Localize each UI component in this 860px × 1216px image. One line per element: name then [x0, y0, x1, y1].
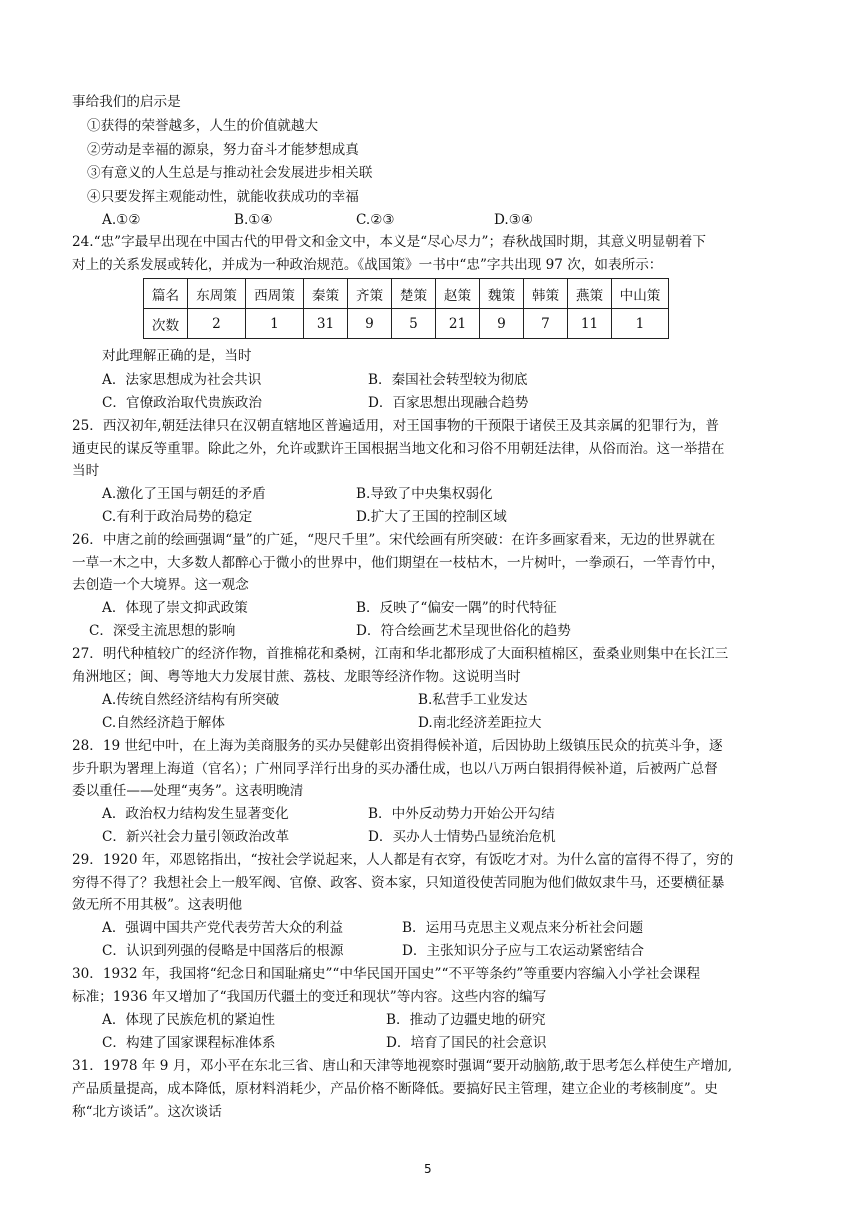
q27-option-d[interactable]: D.南北经济差距拉大	[418, 715, 542, 731]
q24-option-d[interactable]: D．百家思想出现融合趋势	[368, 395, 529, 411]
q24-table-cell: 5	[392, 309, 436, 339]
q27-stem-line-1: 27．明代种植较广的经济作物，首推棉花和桑树，江南和华北都形成了大面积植棉区，蚕桑业则集中在长江三	[72, 646, 729, 662]
q26-stem-line-1: 26．中唐之前的绘画强调“量”的广延，“咫尺千里”。宋代绘画有所突破：在许多画家看来，无边的世界就在	[72, 532, 716, 548]
q23-option-a[interactable]: A.①②	[102, 212, 141, 228]
q29-stem-line-3: 敛无所不用其极”。这表明他	[72, 897, 243, 913]
q28-option-d[interactable]: D．买办人士情势凸显统治危机	[368, 829, 556, 845]
q28-option-c[interactable]: C．新兴社会力量引领政治改革	[102, 829, 290, 845]
q24-table-cell: 21	[436, 309, 480, 339]
q26-option-c[interactable]: C．深受主流思想的影响	[89, 623, 236, 639]
q25-option-c[interactable]: C.有利于政治局势的稳定	[102, 509, 253, 525]
q26-stem-line-2: 一草一木之中，大多数人都醉心于微小的世界中，他们期望在一枝枯木，一片树叶，一拳顽石，一竿青竹中，	[72, 555, 725, 571]
q25-option-d[interactable]: D.扩大了王国的控制区域	[356, 509, 507, 525]
q30-stem-line-1: 30．1932 年，我国将“纪念日和国耻痛史”“中华民国开国史”“不平等条约”等重要内容编入小学社会课程	[72, 966, 701, 982]
q23-option-d[interactable]: D.③④	[494, 212, 534, 228]
q23-item-4: ④只要发挥主观能动性，就能收获成功的幸福	[87, 189, 359, 205]
q24-option-b[interactable]: B．秦国社会转型较为彻底	[368, 372, 528, 388]
q28-stem-line-1: 28．19 世纪中叶，在上海为美商服务的买办吴健彰出资捐得候补道，后因协助上级镇压民众的抗英斗争，逐	[72, 738, 723, 754]
q24-table-cell: 楚策	[392, 279, 436, 309]
q31-stem-line-3: 称“北方谈话”。这次谈话	[72, 1104, 222, 1120]
q25-stem-line-2: 通吏民的谋反等重罪。除此之外，允许或默许王国根据当地文化和习俗不用朝廷法律，从俗而治。这一举措在	[72, 441, 725, 457]
q24-table-cell: 西周策	[246, 279, 304, 309]
q24-table-cell: 次数	[144, 309, 188, 339]
q24-table-cell: 赵策	[436, 279, 480, 309]
q24-table-cell: 魏策	[480, 279, 524, 309]
q30-option-c[interactable]: C．构建了国家课程标准体系	[102, 1035, 276, 1051]
q28-stem-line-3: 委以重任——处理“夷务”。这表明晚清	[72, 783, 304, 799]
q26-stem-line-3: 去创造一个大境界。这一观念	[72, 577, 249, 593]
q29-option-b[interactable]: B．运用马克思主义观点来分析社会问题	[402, 920, 644, 936]
q24-table-cell: 9	[348, 309, 392, 339]
q24-table-cell: 11	[568, 309, 612, 339]
q25-option-a[interactable]: A.激化了王国与朝廷的矛盾	[102, 486, 266, 502]
q31-stem-line-2: 产品质量提高，成本降低，原材料消耗少，产品价格不断降低。要搞好民主管理，建立企业的考核制度”。史	[72, 1081, 718, 1097]
q24-table-cell: 7	[524, 309, 568, 339]
q26-option-a[interactable]: A．体现了崇文抑武政策	[102, 600, 248, 616]
q30-option-b[interactable]: B．推动了边疆史地的研究	[386, 1012, 546, 1028]
q23-option-c[interactable]: C.②③	[356, 212, 395, 228]
q30-option-d[interactable]: D．培育了国民的社会意识	[386, 1035, 547, 1051]
q24-table	[143, 278, 669, 339]
q29-option-a[interactable]: A．强调中国共产党代表劳苦大众的利益	[102, 920, 343, 936]
q24-stem-line-2: 对上的关系发展或转化，并成为一种政治规范。《战国策》一书中“忠”字共出现 97 次，如表所示：	[72, 257, 663, 273]
q24-option-a[interactable]: A．法家思想成为社会共识	[102, 372, 262, 388]
q27-option-b[interactable]: B.私营手工业发达	[418, 692, 528, 708]
q26-option-b[interactable]: B．反映了“偏安一隅”的时代特征	[356, 600, 557, 616]
q23-stem-end: 事给我们的启示是	[72, 94, 181, 110]
q25-option-b[interactable]: B.导致了中央集权弱化	[356, 486, 493, 502]
q24-table-cell: 中山策	[612, 279, 669, 309]
q24-stem-end: 对此理解正确的是，当时	[102, 348, 252, 364]
q28-option-a[interactable]: A．政治权力结构发生显著变化	[102, 806, 289, 822]
q29-option-d[interactable]: D．主张知识分子应与工农运动紧密结合	[402, 943, 644, 959]
q23-option-b[interactable]: B.①④	[234, 212, 273, 228]
q24-table-cell: 31	[304, 309, 348, 339]
q24-table-cell: 燕策	[568, 279, 612, 309]
page-number: 5	[424, 1162, 432, 1176]
q24-option-c[interactable]: C．官僚政治取代贵族政治	[102, 395, 262, 411]
q24-table-cell: 秦策	[304, 279, 348, 309]
q30-option-a[interactable]: A．体现了民族危机的紧迫性	[102, 1012, 275, 1028]
q30-stem-line-2: 标准；1936 年又增加了“我国历代疆土的变迁和现状”等内容。这些内容的编写	[72, 989, 547, 1005]
q29-stem-line-2: 穷得不得了？我想社会上一般军阀、官僚、政客、资本家，只知道役使苦同胞为他们做奴隶牛马，还要横征暴	[72, 875, 725, 891]
q27-option-c[interactable]: C.自然经济趋于解体	[102, 715, 225, 731]
q24-table-cell: 9	[480, 309, 524, 339]
q24-table-data-row	[144, 309, 669, 339]
q24-table-header-row	[144, 279, 669, 309]
q23-item-3: ③有意义的人生总是与推动社会发展进步相关联	[87, 165, 373, 181]
q27-option-a[interactable]: A.传统自然经济结构有所突破	[102, 692, 280, 708]
q24-table-cell: 2	[188, 309, 246, 339]
q25-stem-line-3: 当时	[72, 463, 100, 479]
q26-option-d[interactable]: D．符合绘画艺术呈现世俗化的趋势	[356, 623, 571, 639]
q24-table-cell: 1	[612, 309, 669, 339]
q24-table-cell: 齐策	[348, 279, 392, 309]
q29-option-c[interactable]: C．认识到列强的侵略是中国落后的根源	[102, 943, 344, 959]
q23-item-1: ①获得的荣誉越多，人生的价值就越大	[87, 118, 319, 134]
q24-table-cell: 1	[246, 309, 304, 339]
q24-table-cell: 篇名	[144, 279, 188, 309]
q28-stem-line-2: 步升职为署理上海道（官名）；广州同孚洋行出身的买办潘仕成，也以八万两白银捐得候补道，后被两广总督	[72, 761, 718, 777]
q23-item-2: ②劳动是幸福的源泉，努力奋斗才能梦想成真	[87, 142, 359, 158]
q24-table-cell: 东周策	[188, 279, 246, 309]
q31-stem-line-1: 31．1978 年 9 月，邓小平在东北三省、唐山和天津等地视察时强调“要开动脑筋,敢于思考怎么样使生产增加,	[72, 1058, 733, 1074]
q24-stem-line-1: 24.“忠”字最早出现在中国古代的甲骨文和金文中，本义是“尽心尽力”；春秋战国时期，其意义明显朝着下	[72, 234, 706, 250]
q29-stem-line-1: 29．1920 年，邓恩铭指出，“按社会学说起来，人人都是有衣穿，有饭吃才对。为什么富的富得不得了，穷的	[72, 852, 734, 868]
q28-option-b[interactable]: B．中外反动势力开始公开勾结	[368, 806, 555, 822]
q24-table-cell: 韩策	[524, 279, 568, 309]
q25-stem-line-1: 25．西汉初年,朝廷法律只在汉朝直辖地区普遍适用，对王国事物的干预限于诸侯王及其亲属的犯罪行为，普	[72, 418, 719, 434]
q27-stem-line-2: 角洲地区；闽、粤等地大力发展甘蔗、荔枝、龙眼等经济作物。这说明当时	[72, 669, 521, 685]
